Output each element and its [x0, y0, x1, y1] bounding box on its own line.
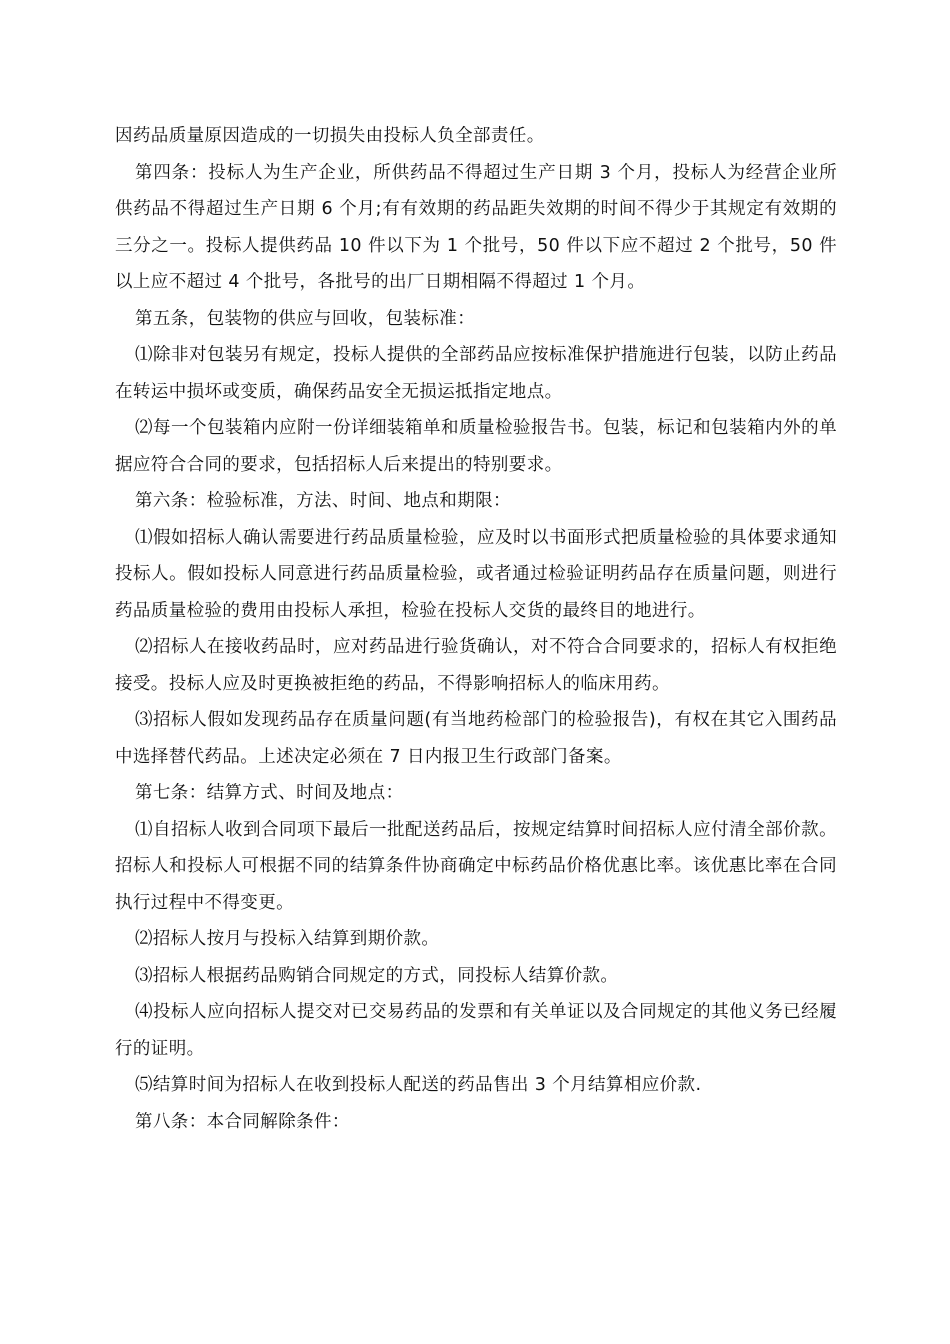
paragraph-continuation: 因药品质量原因造成的一切损失由投标人负全部责任。	[115, 126, 545, 146]
article-5-heading: 第五条，包装物的供应与回收，包装标准：	[135, 308, 476, 329]
article-7-item-2: ⑵招标人按月与投标入结算到期价款。	[135, 929, 440, 949]
article-4-paragraph: 第四条：投标人为生产企业，所供药品不得超过生产日期 3 个月，投标人为经营企业所供药品不得超过生产日期 6 个月;有有效期的药品距失效期的时间不得少于其规定有效期的三分之一。投标人提供药品 10 件以下为 1 个批号，50 件以下应不超过 2 个批号，50 件以上应不超过 4 个批号，各批号的出厂日期相隔不得超过 1 个月。	[115, 162, 837, 292]
article-5-item-2: ⑵每一个包装箱内应附一份详细装箱单和质量检验报告书。包装，标记和包装箱内外的单据应符合合同的要求，包括招标人后来提出的特别要求。	[115, 418, 837, 475]
article-8-heading: 第八条：本合同解除条件：	[135, 1111, 350, 1132]
article-6-item-2: ⑵招标人在接收药品时，应对药品进行验货确认，对不符合合同要求的，招标人有权拒绝接受。投标人应及时更换被拒绝的药品，不得影响招标人的临床用药。	[115, 637, 837, 694]
document-body	[115, 118, 837, 1140]
article-7-item-4: ⑷投标人应向招标人提交对已交易药品的发票和有关单证以及合同规定的其他义务已经履行的证明。	[115, 1002, 837, 1059]
article-7-item-1: ⑴自招标人收到合同项下最后一批配送药品后，按规定结算时间招标人应付清全部价款。招标人和投标人可根据不同的结算条件协商确定中标药品价格优惠比率。该优惠比率在合同执行过程中不得变更。	[115, 819, 837, 913]
article-6-item-1: ⑴假如招标人确认需要进行药品质量检验，应及时以书面形式把质量检验的具体要求通知投标人。假如投标人同意进行药品质量检验，或者通过检验证明药品存在质量问题，则进行药品质量检验的费用由投标人承担，检验在投标人交货的最终目的地进行。	[115, 527, 837, 621]
article-6-heading: 第六条：检验标准，方法、时间、地点和期限：	[135, 491, 511, 511]
article-6-item-3: ⑶招标人假如发现药品存在质量问题(有当地药检部门的检验报告)，有权在其它入围药品中选择替代药品。上述决定必须在 7 日内报卫生行政部门备案。	[115, 710, 837, 767]
article-7-heading: 第七条：结算方式、时间及地点：	[135, 783, 404, 803]
article-7-item-3: ⑶招标人根据药品购销合同规定的方式，同投标人结算价款。	[135, 965, 619, 986]
article-7-item-5: ⑸结算时间为招标人在收到投标人配送的药品售出 3 个月结算相应价款.	[135, 1075, 702, 1095]
article-5-item-1: ⑴除非对包装另有规定，投标人提供的全部药品应按标准保护措施进行包装，以防止药品在转运中损坏或变质，确保药品安全无损运抵指定地点。	[115, 345, 837, 402]
